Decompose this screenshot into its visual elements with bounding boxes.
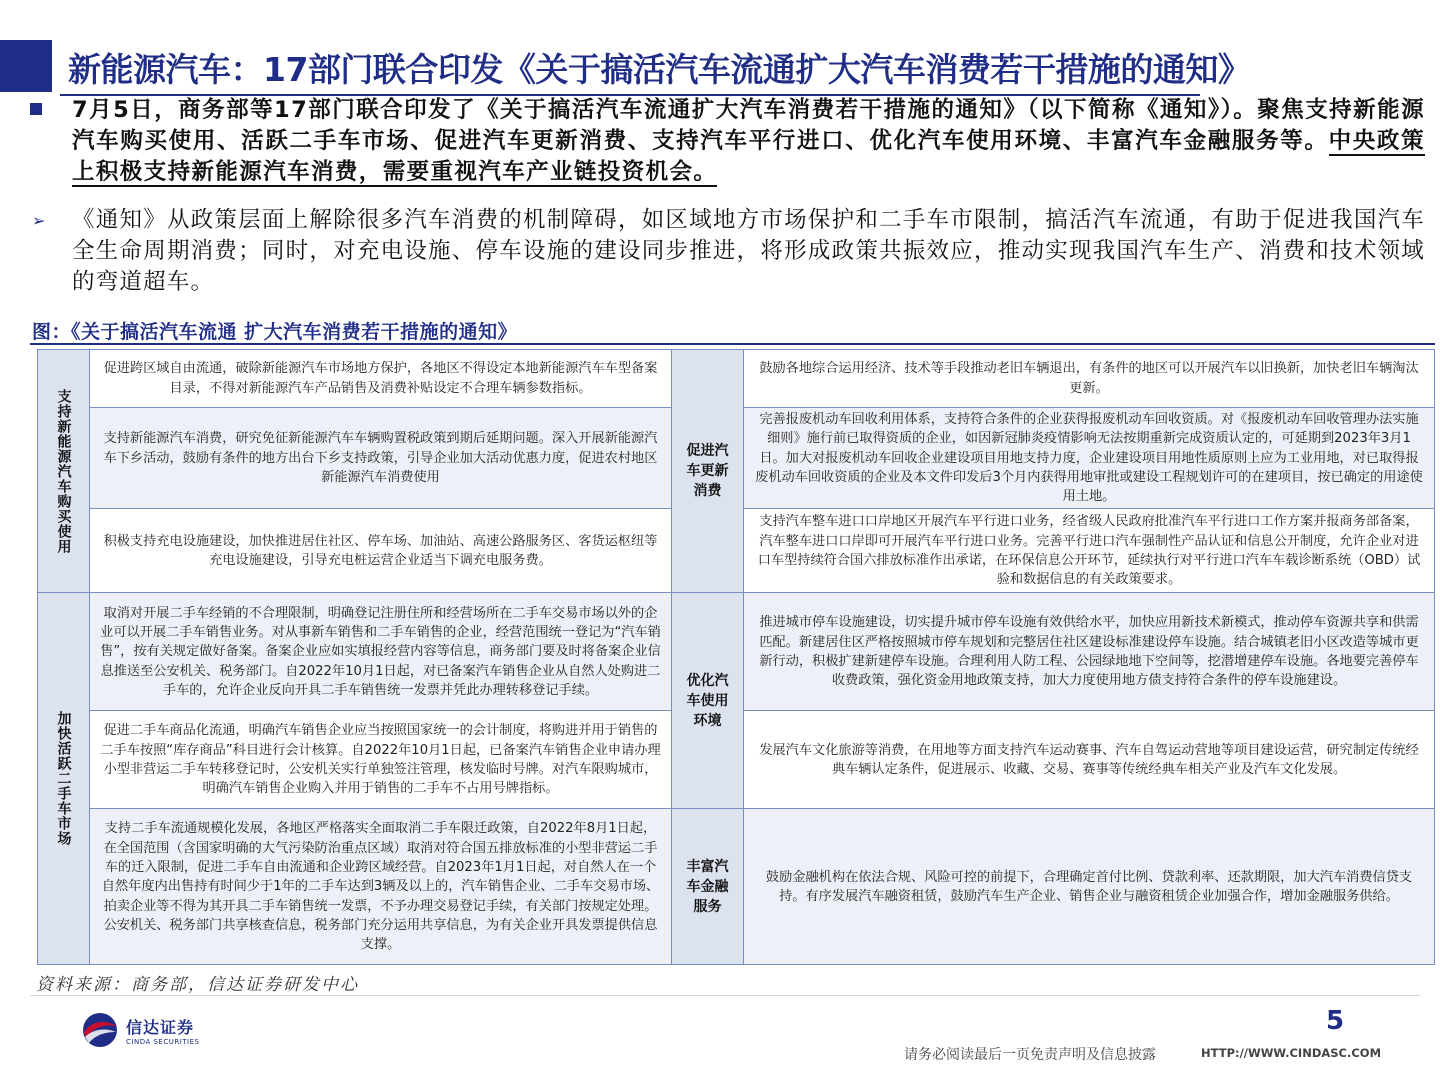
cell-finance-1: 鼓励金融机构在依法合规、风险可控的前提下，合理确定首付比例、贷款利率、还款期限，加大汽车消费信贷支持。有序发展汽车融资租赁，鼓励汽车生产企业、销售企业与融资租赁企业加强合作，增加金融服务供给。 bbox=[744, 809, 1435, 965]
figure-caption: 图：《关于搞活汽车流通 扩大汽车消费若干措施的通知》 bbox=[32, 321, 518, 343]
category-renew: 促进汽车更新消费 bbox=[672, 350, 744, 593]
cell-nev-1: 促进跨区域自由流通，破除新能源汽车市场地方保护，各地区不得设定本地新能源汽车车型备案目录，不得对新能源汽车产品销售及消费补贴设定不合理车辆参数指标。 bbox=[90, 350, 672, 408]
disclaimer-text: 请务必阅读最后一页免责声明及信息披露 bbox=[904, 1047, 1156, 1063]
title-accent-square bbox=[0, 40, 52, 92]
cell-renew-1: 鼓励各地综合运用经济、技术等手段推动老旧车辆退出，有条件的地区可以开展汽车以旧换新，加快老旧车辆淘汰更新。 bbox=[744, 350, 1435, 408]
cell-renew-3: 支持汽车整车进口口岸地区开展汽车平行进口业务，经省级人民政府批准汽车平行进口工作方案并报商务部备案，汽车整车进口口岸即可开展汽车平行进口业务。完善平行进口汽车强制性产品认证和信息公开制度，允许企业对进口车型持续符合国六排放标准作出承诺，在环保信息公开环节，延续执行对平行进口汽车车载诊断系统（OBD）试验和数据信息的有关政策要求。 bbox=[744, 509, 1435, 593]
main-bullet bbox=[30, 95, 1425, 188]
page-title: 新能源汽车：17部门联合印发《关于搞活汽车流通扩大汽车消费若干措施的通知》 bbox=[68, 50, 1251, 89]
main-bullet-text bbox=[72, 95, 1425, 188]
cell-nev-2: 支持新能源汽车消费，研究免征新能源汽车车辆购置税政策到期后延期问题。深入开展新能源汽车下乡活动，鼓励有条件的地方出台下乡支持政策，引导企业加大活动优惠力度，促进农村地区新能源汽车消费使用 bbox=[90, 408, 672, 509]
footer-divider bbox=[30, 995, 1420, 996]
source-note: 资料来源：商务部，信达证券研发中心 bbox=[36, 975, 359, 995]
main-bullet-emphasis: 中央政策上积极支持新能源汽车消费，需要重视汽车产业链投资机会。 bbox=[72, 128, 1425, 185]
logo-chinese-name: 信达证券 bbox=[126, 1017, 195, 1037]
logo-english-name: CINDA SECURITIES bbox=[126, 1037, 200, 1046]
category-finance: 丰富汽车金融服务 bbox=[672, 809, 744, 965]
category-used-car: 加快活跃二手车市场 bbox=[38, 593, 90, 965]
website-link[interactable]: HTTP://WWW.CINDASC.COM bbox=[1201, 1046, 1382, 1060]
cell-used-2: 促进二手车商品化流通，明确汽车销售企业应当按照国家统一的会计制度，将购进并用于销售的二手车按照“库存商品”科目进行会计核算。自2022年10月1日起，已备案汽车销售企业申请办理小型非营运二手车转移登记时，公安机关实行单独签注管理，核发临时号牌。对汽车限购城市，明确汽车销售企业购入并用于销售的二手车不占用号牌指标。 bbox=[90, 711, 672, 809]
table-row bbox=[38, 809, 1435, 965]
table-row bbox=[38, 593, 1435, 711]
cinda-logo-icon bbox=[80, 1010, 120, 1050]
cell-env-1: 推进城市停车设施建设，切实提升城市停车设施有效供给水平，加快应用新技术新模式，推动停车资源共享和供需匹配。新建居住区严格按照城市停车规划和完整居住社区建设标准建设停车设施。结合城镇老旧小区改造等城市更新行动，积极扩建新建停车设施。合理利用人防工程、公园绿地地下空间等，挖潜增建停车设施。各地要完善停车收费政策，强化资金用地政策支持，加大力度使用地方债支持符合条件的停车设施建设。 bbox=[744, 593, 1435, 711]
sub-bullet bbox=[30, 205, 1425, 298]
page-number: 5 bbox=[1326, 1006, 1345, 1036]
cell-used-3: 支持二手车流通规模化发展，各地区严格落实全面取消二手车限迁政策，自2022年8月1日起，在全国范围（含国家明确的大气污染防治重点区域）取消对符合国五排放标准的小型非营运二手车的迁入限制，促进二手车自由流通和企业跨区域经营。自2023年1月1日起，对自然人在一个自然年度内出售持有时间少于1年的二手车达到3辆及以上的，汽车销售企业、二手车交易市场、拍卖企业等不得为其开具二手车销售统一发票，不予办理交易登记手续，有关部门按规定处理。公安机关、税务部门共享核查信息，税务部门充分运用共享信息，为有关企业开具发票提供信息支撑。 bbox=[90, 809, 672, 965]
category-env: 优化汽车使用环境 bbox=[672, 593, 744, 809]
cell-nev-3: 积极支持充电设施建设，加快推进居住社区、停车场、加油站、高速公路服务区、客货运枢纽等充电设施建设，引导充电桩运营企业适当下调充电服务费。 bbox=[90, 509, 672, 593]
table-row bbox=[38, 350, 1435, 408]
figure-caption-underline bbox=[30, 343, 1435, 345]
company-logo bbox=[80, 1010, 199, 1050]
policy-table bbox=[37, 349, 1435, 965]
main-bullet-body: 7月5日，商务部等17部门联合印发了《关于搞活汽车流通扩大汽车消费若干措施的通知》（以下简称《通知》）。聚焦支持新能源汽车购买使用、活跃二手车市场、促进汽车更新消费、支持汽车平行进口、优化汽车使用环境、丰富汽车金融服务等。 bbox=[72, 97, 1425, 154]
square-bullet-icon bbox=[30, 103, 42, 115]
sub-bullet-text: 《通知》从政策层面上解除很多汽车消费的机制障碍，如区域地方市场保护和二手车市限制，搞活汽车流通，有助于促进我国汽车全生命周期消费；同时，对充电设施、停车设施的建设同步推进，将形成政策共振效应，推动实现我国汽车生产、消费和技术领域的弯道超车。 bbox=[72, 207, 1425, 295]
category-nev: 支持新能源汽车购买使用 bbox=[38, 350, 90, 593]
cell-renew-2: 完善报废机动车回收利用体系，支持符合条件的企业获得报废机动车回收资质。对《报废机动车回收管理办法实施细则》施行前已取得资质的企业，如因新冠肺炎疫情影响无法按期重新完成资质认定的，可延期到2023年3月1日。加大对报废机动车回收企业建设项目用地支持力度，企业建设项目用地性质原则上应为工业用地，对已取得报废机动车回收资质的企业及本文件印发后3个月内获得用地审批或建设工程规划许可的在建项目，按已确定的用途使用土地。 bbox=[744, 408, 1435, 509]
cell-used-1: 取消对开展二手车经销的不合理限制，明确登记注册住所和经营场所在二手车交易市场以外的企业可以开展二手车销售业务。对从事新车销售和二手车销售的企业，经营范围统一登记为“汽车销售”，按有关规定做好备案。备案企业应如实填报经营内容等信息，商务部门要及时将备案企业信息推送至公安机关、税务部门。自2022年10月1日起，对已备案汽车销售企业从自然人处购进二手车的，允许企业反向开具二手车销售统一发票并凭此办理转移登记手续。 bbox=[90, 593, 672, 711]
cell-env-2: 发展汽车文化旅游等消费，在用地等方面支持汽车运动赛事、汽车自驾运动营地等项目建设运营，研究制定传统经典车辆认定条件，促进展示、收藏、交易、赛事等传统经典车相关产业及汽车文化发展。 bbox=[744, 711, 1435, 809]
arrow-bullet-icon: ➢ bbox=[32, 211, 46, 230]
